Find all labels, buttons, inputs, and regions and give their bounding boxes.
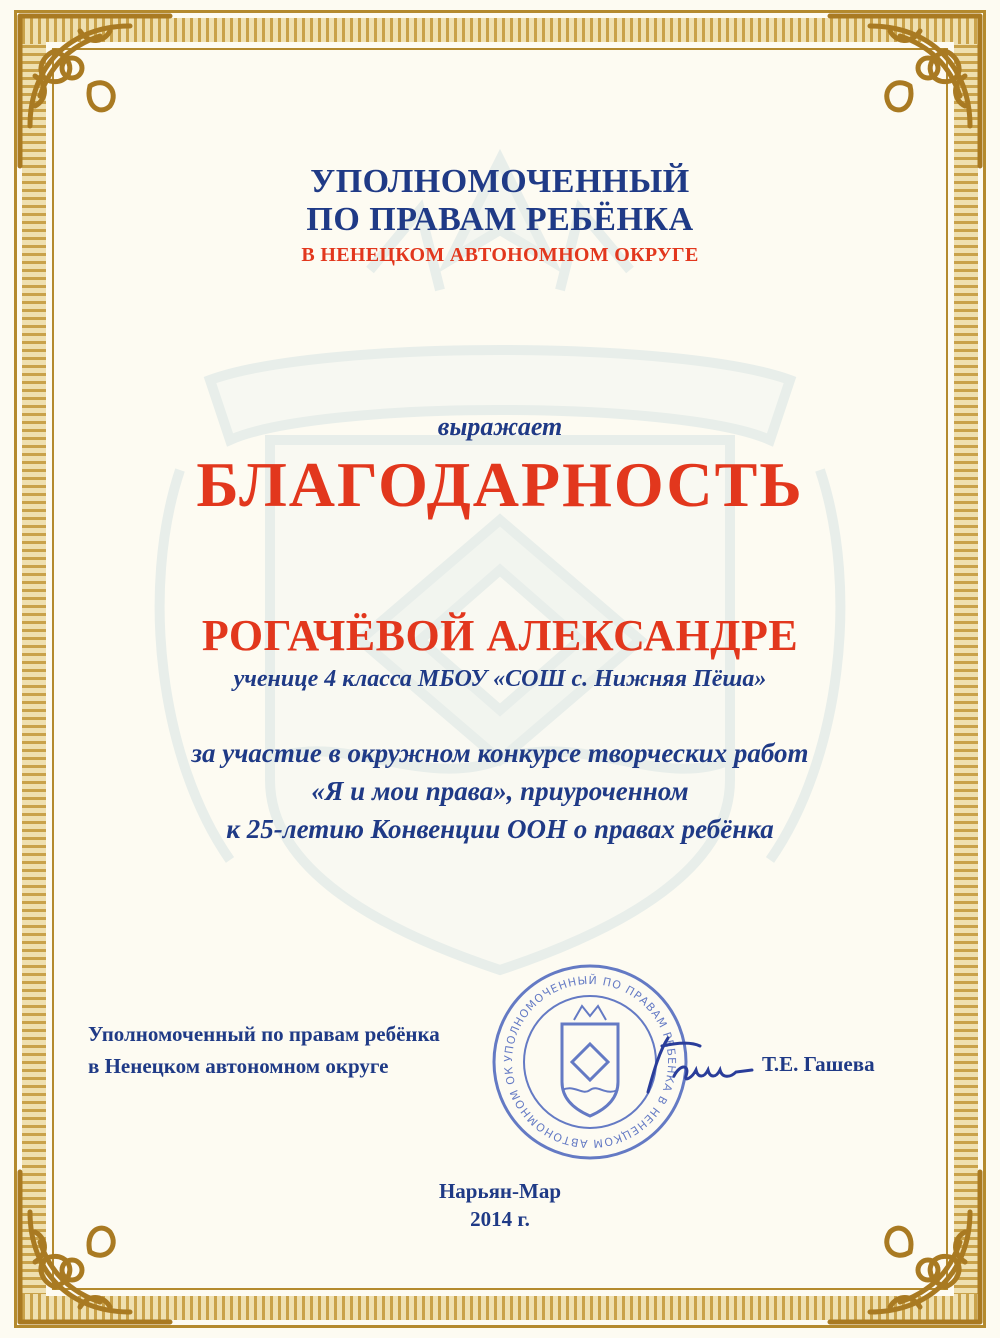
award-title: БЛАГОДАРНОСТЬ xyxy=(196,449,804,520)
signatory-position-line1: Уполномоченный по правам ребёнка xyxy=(88,1022,440,1046)
reason-line3: к 25-летию Конвенции ООН о правах ребёнка xyxy=(226,814,774,844)
handwritten-signature-icon xyxy=(640,1030,760,1100)
reason-line2: «Я и мои права», приуроченном xyxy=(311,776,689,806)
reason-line1: за участие в окружном конкурсе творческих работ xyxy=(191,738,809,768)
expresses-label: выражает xyxy=(437,412,563,441)
issuer-title-line2: ПО ПРАВАМ РЕБЁНКА xyxy=(306,201,694,238)
recipient-description: ученице 4 класса МБОУ «СОШ с. Нижняя Пёша» xyxy=(233,666,767,692)
issue-year: 2014 г. xyxy=(470,1207,530,1231)
signatory-name: Т.Е. Гашева xyxy=(762,1052,875,1076)
issuer-title-line1: УПОЛНОМОЧЕННЫЙ xyxy=(310,163,690,200)
recipient-name: РОГАЧЁВОЙ АЛЕКСАНДРЕ xyxy=(201,611,799,660)
issue-city: Нарьян-Мар xyxy=(438,1179,562,1203)
coat-of-arms-watermark-icon xyxy=(120,140,880,1000)
signatory-position-line2: в Ненецком автономном округе xyxy=(88,1054,389,1078)
signatory-position xyxy=(88,1018,440,1082)
svg-text:УПОЛНОМОЧЕННЫЙ ПО ПРАВАМ РЕБЕН: УПОЛНОМОЧЕННЫЙ ПО ПРАВАМ РЕБЕНКА В НЕНЕЦКОМ АВТОНОМНОМ ОК xyxy=(501,973,679,1151)
issuer-region: В НЕНЕЦКОМ АВТОНОМНОМ ОКРУГЕ xyxy=(301,244,699,266)
